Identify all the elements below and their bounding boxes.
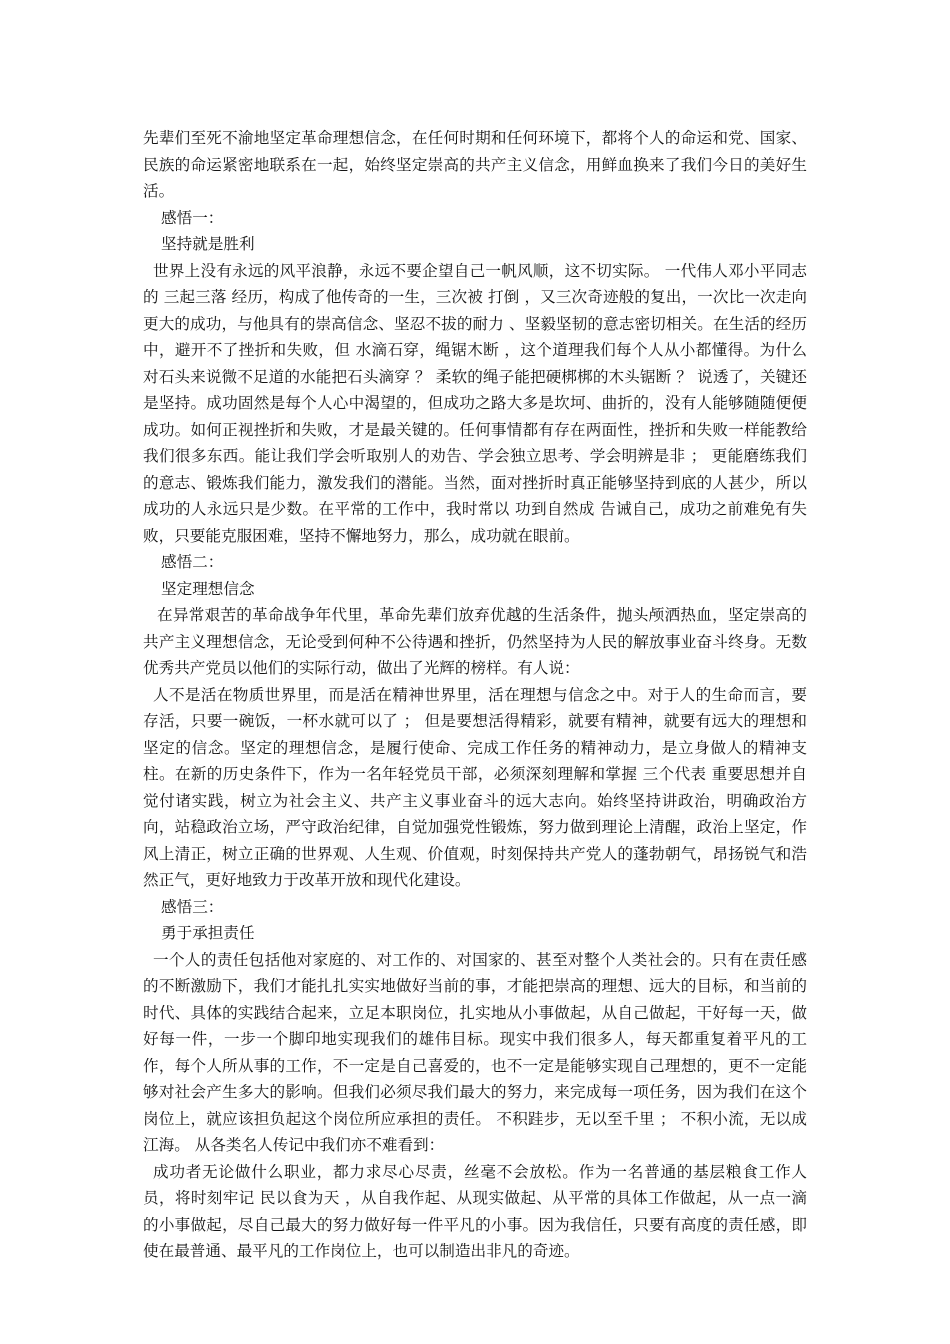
section-body-2b: 人不是活在物质世界里，而是活在精神世界里，活在理想与信念之中。对于人的生命而言，要存活，只要一碗饭，一杯水就可以了 ； 但是要想活得精彩，就要有精神，就要有远大的理想和坚定的信念。坚定的理想信念，是履行使命、完成工作任务的精神动力，是立身做人的精神支柱。在新的历史条件下，作为一名年轻党员干部，必须深刻理解和掌握 三个代表 重要思想并自觉付诸实践，树立为社会主义、共产主义事业奋斗的远大志向。始终坚持讲政治，明确政治方向，站稳政治立场，严守政治纪律，自觉加强党性锻炼，努力做到理论上清醒，政治上坚定，作风上清正，树立正确的世界观、人生观、价值观，时刻保持共产党人的蓬勃朝气，昂扬锐气和浩然正气，更好地致力于改革开放和现代化建设。 bbox=[143, 685, 807, 889]
section-heading-3: 勇于承担责任 bbox=[161, 924, 255, 942]
section-body-2a: 在异常艰苦的革命战争年代里，革命先辈们放弃优越的生活条件，抛头颅洒热血，坚定崇高的共产主义理想信念，无论受到何种不公待遇和挫折，仍然坚持为人民的解放事业奋斗终身。无数优秀共产党员以他们的实际行动，做出了光辉的榜样。有人说： bbox=[143, 606, 807, 677]
intro-paragraph: 先辈们至死不渝地坚定革命理想信念，在任何时期和任何环境下，都将个人的命运和党、国家、民族的命运紧密地联系在一起，始终坚定崇高的共产主义信念，用鲜血换来了我们今日的美好生活。 bbox=[143, 129, 807, 200]
section-label-1: 感悟一： bbox=[161, 208, 224, 227]
section-label-3: 感悟三： bbox=[161, 897, 224, 916]
section-heading-1: 坚持就是胜利 bbox=[161, 235, 255, 253]
section-body-1: 世界上没有永远的风平浪静，永远不要企望自己一帆风顺，这不切实际。 一代伟人邓小平同志的 三起三落 经历，构成了他传奇的一生，三次被 打倒 ，又三次奇迹般的复出，一次比一次走向更大的成功，与他具有的崇高信念、坚忍不拔的耐力 、坚毅坚韧的意志密切相关。在生活的经历中，避开不了挫折和失败，但 水滴石穿，绳锯木断 ，这个道理我们每个人从小都懂得。为什么对石头来说微不足道的水能把石头滴穿 ？ 柔软的绳子能把硬梆梆的木头锯断 ？ 说透了，关键还是坚持。成功固然是每个人心中渴望的，但成功之路大多是坎坷、曲折的，没有人能够随随便便成功。如何正视挫折和失败，才是最关键的。任何事情都有存在两面性，挫折和失败一样能教给我们很多东西。能让我们学会听取别人的劝告、学会独立思考、学会明辨是非 ； 更能磨练我们的意志、锻炼我们能力，激发我们的潜能。当然，面对挫折时真正能够坚持到底的人甚少，所以成功的人永远只是少数。在平常的工作中，我时常以 功到自然成 告诫自己，成功之前难免有失败，只要能克服困难，坚持不懈地努力，那么，成功就在眼前。 bbox=[143, 261, 807, 545]
section-label-2: 感悟二： bbox=[161, 553, 224, 571]
section-body-3b: 成功者无论做什么职业，都力求尽心尽责，丝毫不会放松。作为一名普通的基层粮食工作人员，将时刻牢记 民以食为天 ，从自我作起、从现实做起、从平常的具体工作做起，从一点一滴的小事做起，尽自己最大的努力做好每一件平凡的小事。因为我信任，只要有高度的责任感，即使在最普通、最平凡的工作岗位上，也可以制造出非凡的奇迹。 bbox=[143, 1162, 807, 1260]
section-body-3a: 一个人的责任包括他对家庭的、对工作的、对国家的、甚至对整个人类社会的。只有在责任感的不断激励下，我们才能扎扎实实地做好当前的事，才能把崇高的理想、远大的目标，和当前的时代、具体的实践结合起来，立足本职岗位，扎实地从小事做起，从自己做起，干好每一天，做好每一件，一步一个脚印地实现我们的雄伟目标。现实中我们很多人，每天都重复着平凡的工作，每个人所从事的工作，不一定是自己喜爱的，也不一定是能够实现自己理想的，更不一定能够对社会产生多大的影响。但我们必须尽我们最大的努力，来完成每一项任务，因为我们在这个岗位上，就应该担负起这个岗位所应承担的责任。 不积跬步，无以至千里 ； 不积小流，无以成江海。 从各类名人传记中我们亦不难看到： bbox=[143, 950, 807, 1154]
section-heading-2: 坚定理想信念 bbox=[161, 579, 255, 598]
document-body bbox=[143, 125, 807, 1265]
